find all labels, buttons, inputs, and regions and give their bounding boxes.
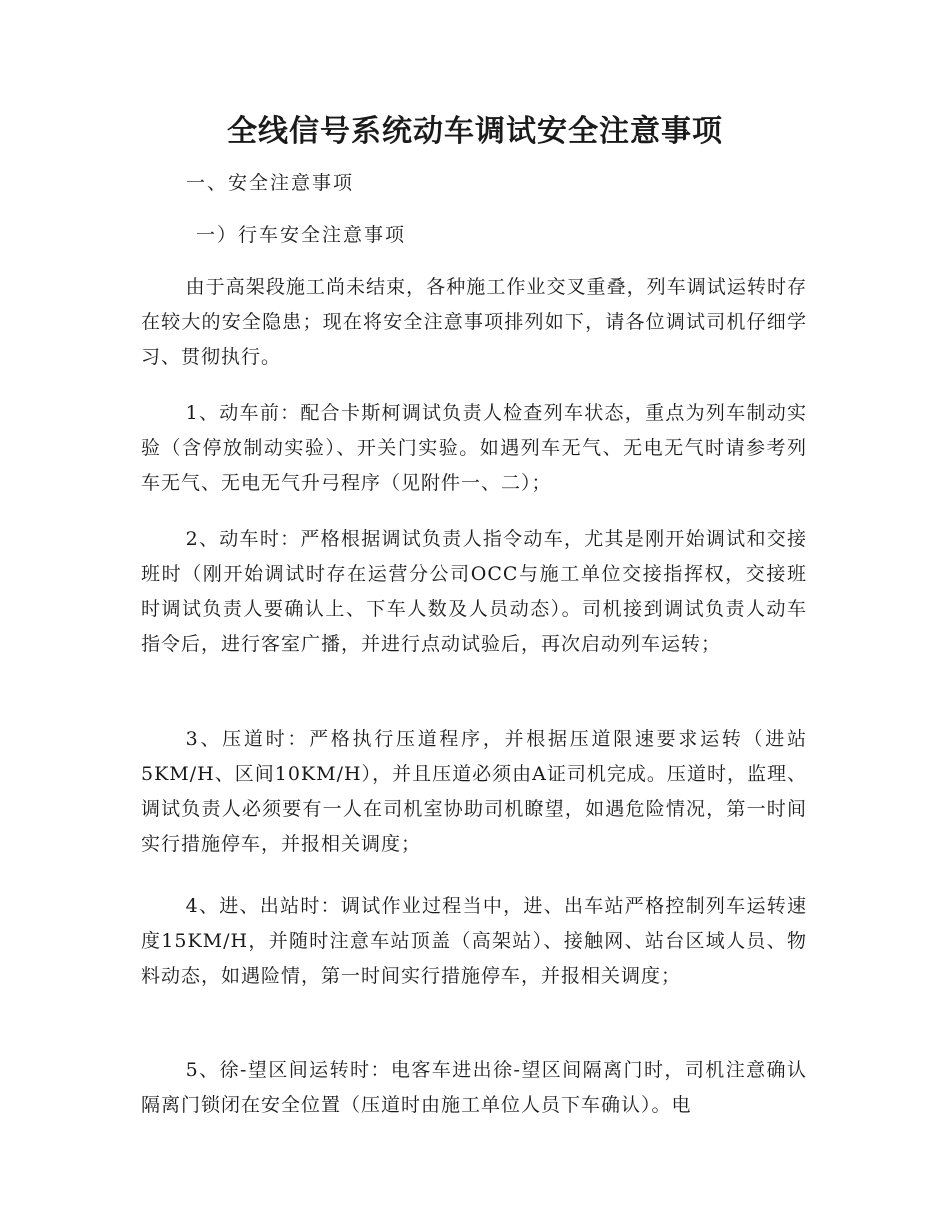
item-paragraph-4: 4、进、出站时：调试作业过程当中，进、出车站严格控制列车运转速度15KM/H，并随时注意车站顶盖（高架站）、接触网、站台区域人员、物料动态，如遇险情，第一时间实行措施停车，并报相关调度；: [141, 895, 807, 987]
item-paragraph-2: 2、动车时：严格根据调试负责人指令动车，尤其是刚开始调试和交接班时（刚开始调试时存在运营分公司OCC与施工单位交接指挥权，交接班时调试负责人要确认上、下车人数及人员动态）。司机接到调试负责人动车指令后，进行客室广播，并进行点动试验后，再次启动列车运转；: [141, 528, 807, 655]
item-paragraph-3: 3、压道时：严格执行压道程序，并根据压道限速要求运转（进站5KM/H、区间10KM/H），并且压道必须由A证司机完成。压道时，监理、调试负责人必须要有一人在司机室协助司机瞭望，如遇危险情况，第一时间实行措施停车，并报相关调度；: [141, 728, 807, 855]
section-heading: 一、安全注意事项: [186, 172, 355, 194]
item-paragraph-5: 5、徐-望区间运转时：电客车进出徐-望区间隔离门时，司机注意确认隔离门锁闭在安全位置（压道时由施工单位人员下车确认）。电: [141, 1059, 807, 1116]
intro-paragraph: 由于高架段施工尚未结束，各种施工作业交叉重叠，列车调试运转时存在较大的安全隐患；现在将安全注意事项排列如下，请各位调试司机仔细学习、贯彻执行。: [141, 276, 807, 368]
document-title: 全线信号系统动车调试安全注意事项: [227, 114, 723, 149]
subsection-heading: 一）行车安全注意事项: [196, 224, 407, 246]
item-paragraph-1: 1、动车前：配合卡斯柯调试负责人检查列车状态，重点为列车制动实验（含停放制动实验）、开关门实验。如遇列车无气、无电无气时请参考列车无气、无电无气升弓程序（见附件一、二）；: [141, 402, 807, 494]
